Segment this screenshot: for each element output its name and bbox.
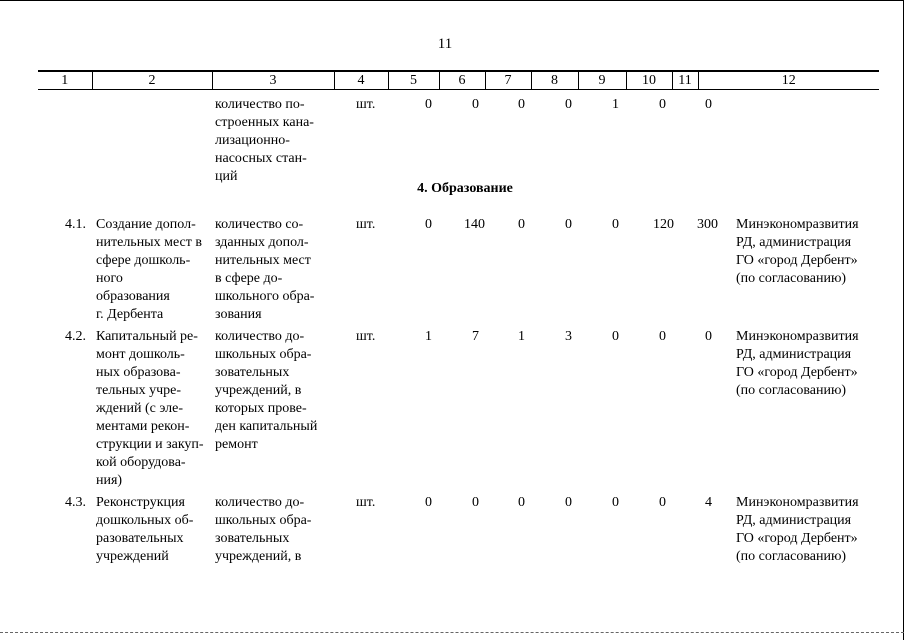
value-cell: 0 xyxy=(659,329,666,344)
column-header-row xyxy=(38,70,879,90)
column-header: 9 xyxy=(578,71,626,90)
activity-name-cell: Создание допол- нительных мест в сфере дошколь- ного образования г. Дербента xyxy=(96,217,202,322)
indicator-cell: количество по- строенных кана- лизационно- насосных стан- ций xyxy=(215,97,314,184)
activity-name-cell: Капитальный ре- монт дошколь- ных образова- тельных учре- ждений (с эле- ментами рекон- струкции и закуп- кой оборудова- ния) xyxy=(96,329,204,488)
indicator-cell: количество до- школьных обра- зовательных учреждений, в xyxy=(215,495,312,564)
value-cell: 0 xyxy=(518,217,525,232)
section-title: 4. Образование xyxy=(417,181,513,196)
value-cell: 0 xyxy=(565,97,572,112)
executor-cell: Минэкономразвития РД, администрация ГО «город Дербент» (по согласованию) xyxy=(736,495,859,564)
value-cell: 120 xyxy=(653,217,674,232)
column-header: 5 xyxy=(388,71,439,90)
indicator-cell: количество до- школьных обра- зовательных учреждений, в которых прове- ден капитальный ремонт xyxy=(215,329,318,452)
page-frame-bottom xyxy=(0,632,904,633)
unit-cell: шт. xyxy=(356,97,376,112)
value-cell: 0 xyxy=(472,495,479,510)
value-cell: 1 xyxy=(518,329,525,344)
indicator-cell: количество со- зданных допол- нительных мест в сфере до- школьного обра- зования xyxy=(215,217,315,322)
row-number: 4.2. xyxy=(65,329,86,344)
column-header: 8 xyxy=(531,71,578,90)
value-cell: 3 xyxy=(565,329,572,344)
value-cell: 0 xyxy=(612,329,619,344)
column-header: 4 xyxy=(334,71,388,90)
unit-cell: шт. xyxy=(356,329,376,344)
value-cell: 1 xyxy=(425,329,432,344)
value-cell: 1 xyxy=(612,97,619,112)
value-cell: 0 xyxy=(425,97,432,112)
value-cell: 0 xyxy=(612,495,619,510)
executor-cell: Минэкономразвития РД, администрация ГО «город Дербент» (по согласованию) xyxy=(736,329,859,398)
value-cell: 0 xyxy=(518,97,525,112)
value-cell: 0 xyxy=(425,217,432,232)
value-cell: 0 xyxy=(705,97,712,112)
row-number: 4.3. xyxy=(65,495,86,510)
value-cell: 300 xyxy=(697,217,718,232)
value-cell: 0 xyxy=(565,217,572,232)
value-cell: 0 xyxy=(612,217,619,232)
column-header: 6 xyxy=(439,71,485,90)
unit-cell: шт. xyxy=(356,495,376,510)
value-cell: 0 xyxy=(659,495,666,510)
value-cell: 0 xyxy=(518,495,525,510)
value-cell: 0 xyxy=(705,329,712,344)
row-number: 4.1. xyxy=(65,217,86,232)
column-header: 2 xyxy=(92,71,212,90)
column-header: 3 xyxy=(212,71,334,90)
page-number: 11 xyxy=(437,36,453,52)
value-cell: 140 xyxy=(464,217,485,232)
page-frame-top xyxy=(0,0,904,1)
column-header: 11 xyxy=(672,71,698,90)
value-cell: 0 xyxy=(659,97,666,112)
unit-cell: шт. xyxy=(356,217,376,232)
value-cell: 4 xyxy=(705,495,712,510)
column-header: 7 xyxy=(485,71,531,90)
activity-name-cell: Реконструкция дошкольных об- разовательных учреждений xyxy=(96,495,194,564)
column-header: 10 xyxy=(626,71,672,90)
executor-cell: Минэкономразвития РД, администрация ГО «город Дербент» (по согласованию) xyxy=(736,217,859,286)
value-cell: 0 xyxy=(565,495,572,510)
page-frame-right xyxy=(903,0,904,640)
value-cell: 0 xyxy=(425,495,432,510)
column-header: 12 xyxy=(698,71,879,90)
value-cell: 0 xyxy=(472,97,479,112)
value-cell: 7 xyxy=(472,329,479,344)
column-header: 1 xyxy=(61,73,69,88)
